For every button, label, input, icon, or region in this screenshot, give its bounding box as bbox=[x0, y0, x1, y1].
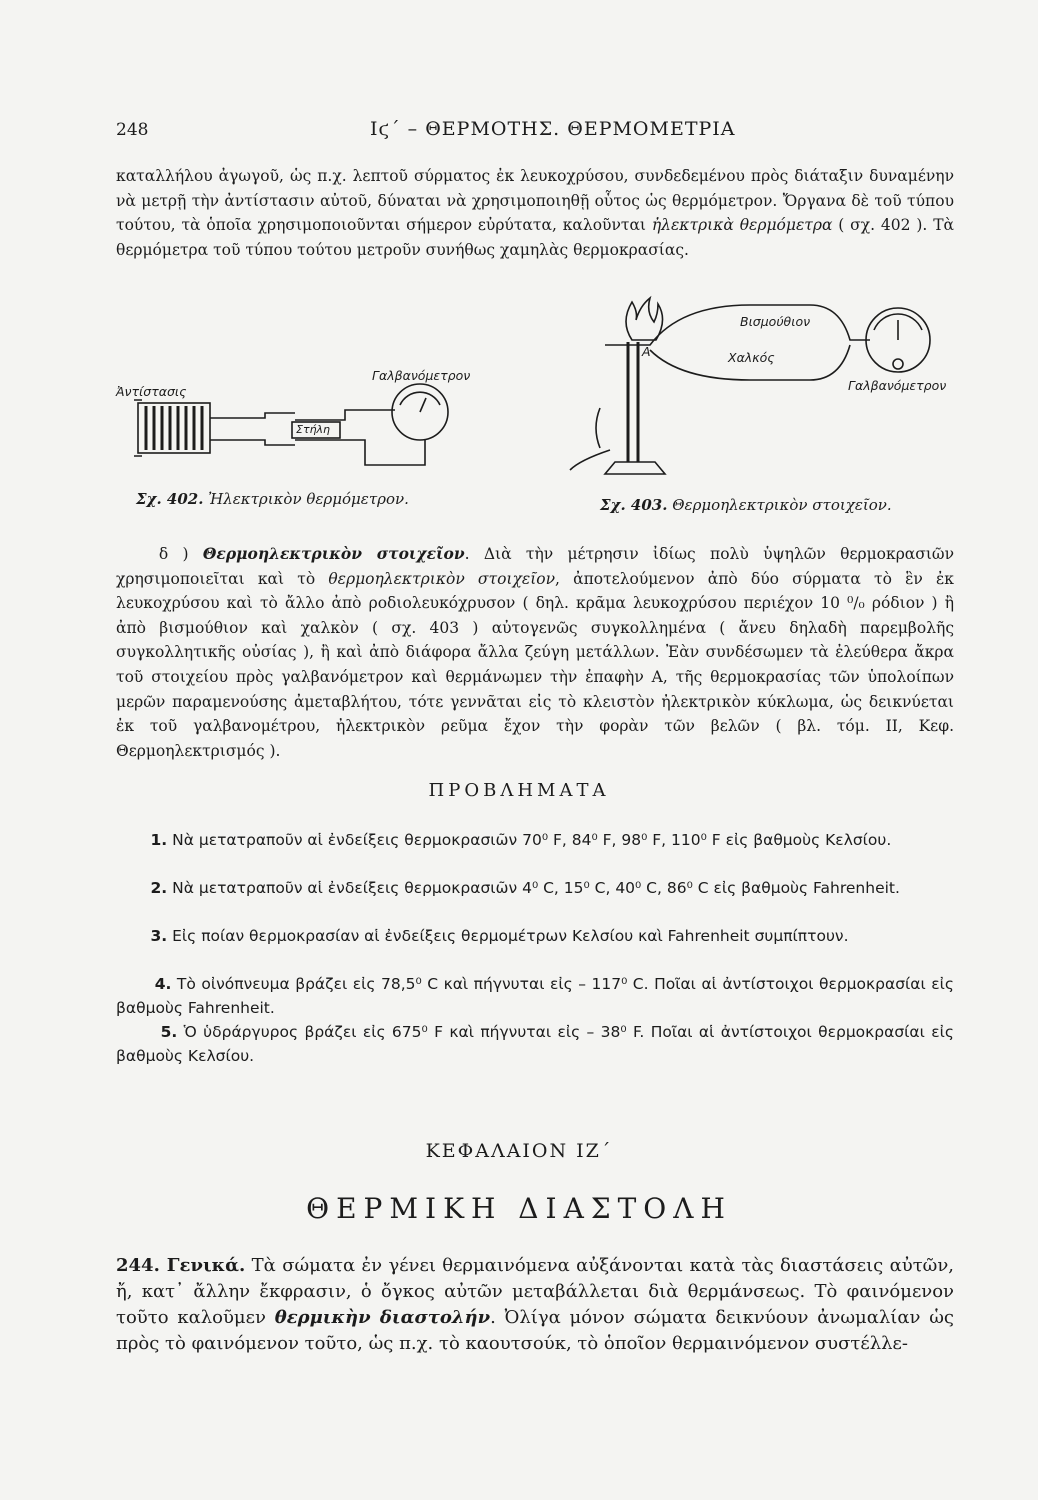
figure-403-caption: Σχ. 403. Θερμοηλεκτρικὸν στοιχεῖον. bbox=[600, 496, 892, 514]
flame-icon bbox=[626, 298, 663, 340]
figure-402-caption: Σχ. 402. Ἠλεκτρικὸν θερμόμετρον. bbox=[136, 490, 409, 508]
problem-5: 5. Ὁ ὑδράργυρος βράζει εἰς 675⁰ F καὶ πήγνυται εἰς – 38⁰ F. Ποῖαι αἱ ἀντίστοιχοι θερμοκρασίαι εἰς βαθμοὺς Κελσίου. bbox=[116, 1023, 954, 1065]
running-title: Ιϛ΄ – ΘΕΡΜΟΤΗΣ. ΘΕΡΜΟΜΕΤΡΙΑ bbox=[370, 118, 736, 140]
intro-paragraph: καταλλήλου ἀγωγοῦ, ὡς π.χ. λεπτοῦ σύρματος ἐκ λευκοχρύσου, συνδεδεμένου πρὸς διάταξιν δυναμένην νὰ μετρῇ τὴν ἀντίστασιν αὐτοῦ, δύναται νὰ χρησιμοποιηθῇ οὗτος ὡς θερμόμετρον. Ὄργανα δὲ τοῦ τύπου τούτου, τὰ ὁποῖα χρησιμοποιοῦνται σήμερον εὐρύτατα, καλοῦνται ἠλεκτρικὰ θερμόμετρα ( σχ. 402 ). Τὰ θερμόμετρα τοῦ τύπου τούτου μετροῦν συνήθως χαμηλὰς θερμοκρασίας. bbox=[116, 167, 954, 259]
resistance-label: Ἀντίστασις bbox=[116, 384, 187, 399]
chapter-number: ΚΕΦΑΛΑΙΟΝ ΙΖ΄ bbox=[425, 1140, 613, 1162]
battery-label: Στήλη bbox=[296, 423, 331, 436]
galvanometer-label-402: Γαλβανόμετρον bbox=[372, 368, 471, 383]
problem-3: 3. Εἰς ποίαν θερμοκρασίαν αἱ ἐνδείξεις θερμομέτρων Κελσίου καὶ Fahrenheit συμπίπτουν. bbox=[150, 927, 849, 945]
section-244-paragraph: 244. Γενικά. Τὰ σώματα ἐν γένει θερμαινόμενα αὐξάνονται κατὰ τὰς διαστάσεις αὐτῶν, ἤ, κατ᾽ ἄλλην ἔκφρασιν, ὁ ὄγκος αὐτῶν μεταβάλλεται διὰ θερμάνσεως. Τὸ φαινόμενον τοῦτο καλοῦμεν θερμικὴν διαστολήν. Ὀλίγα μόνον σώματα δεικνύουν ἀνωμαλίαν ὡς πρὸς τὸ φαινόμενον τοῦτο, ὡς π.χ. τὸ καουτσούκ, τὸ ὁποῖον θερμαινόμενον συστέλλε- bbox=[116, 1255, 955, 1354]
junction-label: Α bbox=[642, 344, 651, 359]
problem-4: 4. Τὸ οἰνόπνευμα βράζει εἰς 78,5⁰ C καὶ πήγνυται εἰς – 117⁰ C. Ποῖαι αἱ ἀντίστοιχοι θερμοκρασίαι εἰς βαθμοὺς Fahrenheit. bbox=[116, 975, 954, 1017]
problems-title: ΠΡΟΒΛΗΜΑΤΑ bbox=[428, 780, 610, 801]
galvanometer-label-403: Γαλβανόμετρον bbox=[848, 378, 947, 393]
resistance-coil bbox=[138, 403, 210, 453]
problem-2: 2. Νὰ μετατραποῦν αἱ ἐνδείξεις θερμοκρασιῶν 4⁰ C, 15⁰ C, 40⁰ C, 86⁰ C εἰς βαθμοὺς Fahrenheit. bbox=[150, 879, 900, 897]
copper-label: Χαλκός bbox=[728, 350, 775, 365]
chapter-title: ΘΕΡΜΙΚΗ ΔΙΑΣΤΟΛΗ bbox=[306, 1192, 732, 1225]
page-number: 248 bbox=[116, 120, 149, 140]
bismuth-label: Βισμούθιον bbox=[740, 314, 811, 329]
problem-1: 1. Νὰ μετατραποῦν αἱ ἐνδείξεις θερμοκρασιῶν 70⁰ F, 84⁰ F, 98⁰ F, 110⁰ F εἰς βαθμοὺς Κελσίου. bbox=[150, 831, 892, 849]
thermocouple-paragraph: δ ) Θερμοηλεκτρικὸν στοιχεῖον. Διὰ τὴν μέτρησιν ἰδίως πολὺ ὑψηλῶν θερμοκρασιῶν χρησιμοποιεῖται καὶ τὸ θερμοηλεκτρικὸν στοιχεῖον, ἀποτελούμενον ἀπὸ δύο σύρματα τὸ ἓν ἐκ λευκοχρύσου καὶ τὸ ἄλλο ἀπὸ ροδιολευκόχρυσον ( δηλ. κρᾶμα λευκοχρύσου περιέχον 10 ⁰/₀ ρόδιον ) ἢ ἀπὸ βισμούθιον καὶ χαλκὸν ( σχ. 403 ) αὐτογενῶς συγκολλημένα ( ἄνευ δηλαδὴ παρεμβολῆς συγκολλητικῆς οὐσίας ), ἢ καὶ ἀπὸ διάφορα ἄλλα ζεύγη μετάλλων. Ἐὰν συνδέσωμεν τὰ ἐλεύθερα ἄκρα τοῦ στοιχείου πρὸς γαλβανόμετρον καὶ θερμάνωμεν τὴν ἐπαφὴν Α, τῆς θερμοκρασίας τῶν ὑπολοίπων μερῶν παραμενούσης ἀμεταβλήτου, τότε γεννᾶται εἰς τὸ κλειστὸν ἠλεκτρικὸν κύκλωμα, ὡς δεικνύεται ἐκ τοῦ γαλβανομέτρου, ἠλεκτρικὸν ρεῦμα ἔχον τὴν φορὰν τῶν βελῶν ( βλ. τόμ. ΙΙ, Κεφ. Θερμοηλεκτρισμός ). bbox=[116, 544, 954, 760]
